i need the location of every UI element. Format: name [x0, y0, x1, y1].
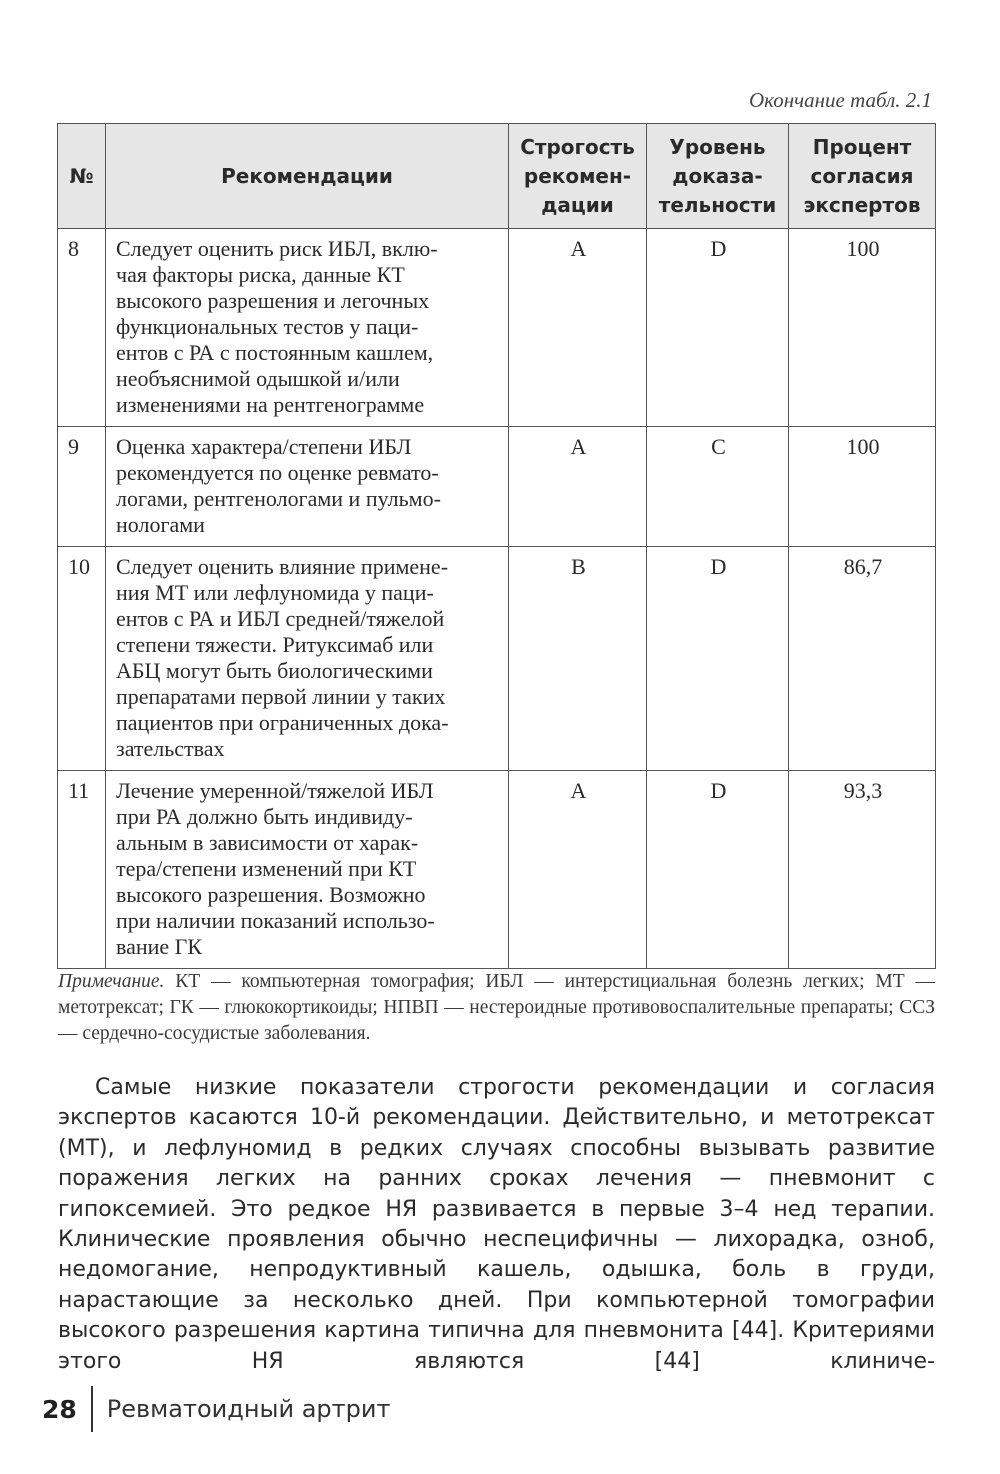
- row-evidence: D: [647, 229, 789, 427]
- page-number: 28: [42, 1394, 77, 1424]
- row-agreement: 100: [789, 229, 936, 427]
- note-text: КТ — компьютерная томография; ИБЛ — интерстициальная болезнь легких; МТ — метотрексат; ГК — глюкокортикоиды; НПВП — нестероидные противовоспалительные препараты; ССЗ — сердечно-сосудистые заболевания.: [58, 971, 935, 1044]
- header-strength: Строгость рекомен- дации: [509, 124, 647, 229]
- row-num: 8: [58, 229, 106, 427]
- row-strength: A: [509, 427, 647, 547]
- header-recommendation: Рекомендации: [106, 124, 509, 229]
- row-agreement: 100: [789, 427, 936, 547]
- body-paragraph: Самые низкие показатели строгости рекомендации и согласия экспертов касаются 10-й рекомендации. Действительно, и метотрексат (МТ), и лефлуномид в редких случаях способны вызывать развитие поражения легких на ранних сроках лечения — пневмонит с гипоксемией. Это редкое НЯ развивается в первые 3–4 нед терапии. Клинические проявления обычно неспецифичны — лихорадка, озноб, недомогание, непродуктивный кашель, одышка, боль в груди, нарастающие за несколько дней. При компьютерной томографии высокого разрешения картина типична для пневмонита [44]. Критериями этого НЯ являются [44] клиниче-: [58, 1075, 935, 1374]
- running-title: Ревматоидный артрит: [106, 1395, 391, 1423]
- table-caption: Окончание табл. 2.1: [749, 88, 932, 112]
- row-recommendation: Оценка характера/степени ИБЛ рекомендуется по оценке ревмато- логами, рентгенологами и пульмо- нологами: [106, 427, 509, 547]
- row-agreement: 86,7: [789, 547, 936, 771]
- row-evidence: D: [647, 547, 789, 771]
- row-recommendation: Следует оценить влияние примене- ния МТ или лефлуномида у паци- ентов с РА и ИБЛ средней/тяжелой степени тяжести. Ритуксимаб или АБЦ могут быть биологическими препаратами первой линии у таких пациентов при ограниченных дока- зательствах: [106, 547, 509, 771]
- table-header-row: [58, 124, 936, 229]
- row-strength: B: [509, 547, 647, 771]
- header-evidence: Уровень доказа- тельности: [647, 124, 789, 229]
- row-evidence: C: [647, 427, 789, 547]
- table-row: [58, 427, 936, 547]
- table-row: [58, 547, 936, 771]
- row-num: 11: [58, 771, 106, 969]
- row-evidence: D: [647, 771, 789, 969]
- row-strength: A: [509, 771, 647, 969]
- recommendations-table: [57, 123, 936, 969]
- table-note: [58, 969, 935, 1047]
- table-row: [58, 771, 936, 969]
- note-label: Примечание.: [58, 971, 165, 992]
- page-footer: [42, 1385, 390, 1433]
- row-strength: A: [509, 229, 647, 427]
- row-num: 9: [58, 427, 106, 547]
- table-row: [58, 229, 936, 427]
- header-agreement: Процент согласия экспертов: [789, 124, 936, 229]
- header-num: №: [58, 124, 106, 229]
- row-recommendation: Следует оценить риск ИБЛ, вклю- чая факторы риска, данные КТ высокого разрешения и легочных функциональных тестов у паци- ентов с РА с постоянным кашлем, необъяснимой одышкой и/или изменениями на рентгенограмме: [106, 229, 509, 427]
- row-recommendation: Лечение умеренной/тяжелой ИБЛ при РА должно быть индивиду- альным в зависимости от харак- тера/степени изменений при КТ высокого разрешения. Возможно при наличии показаний использо- вание ГК: [106, 771, 509, 969]
- footer-divider: [91, 1386, 93, 1432]
- row-num: 10: [58, 547, 106, 771]
- row-agreement: 93,3: [789, 771, 936, 969]
